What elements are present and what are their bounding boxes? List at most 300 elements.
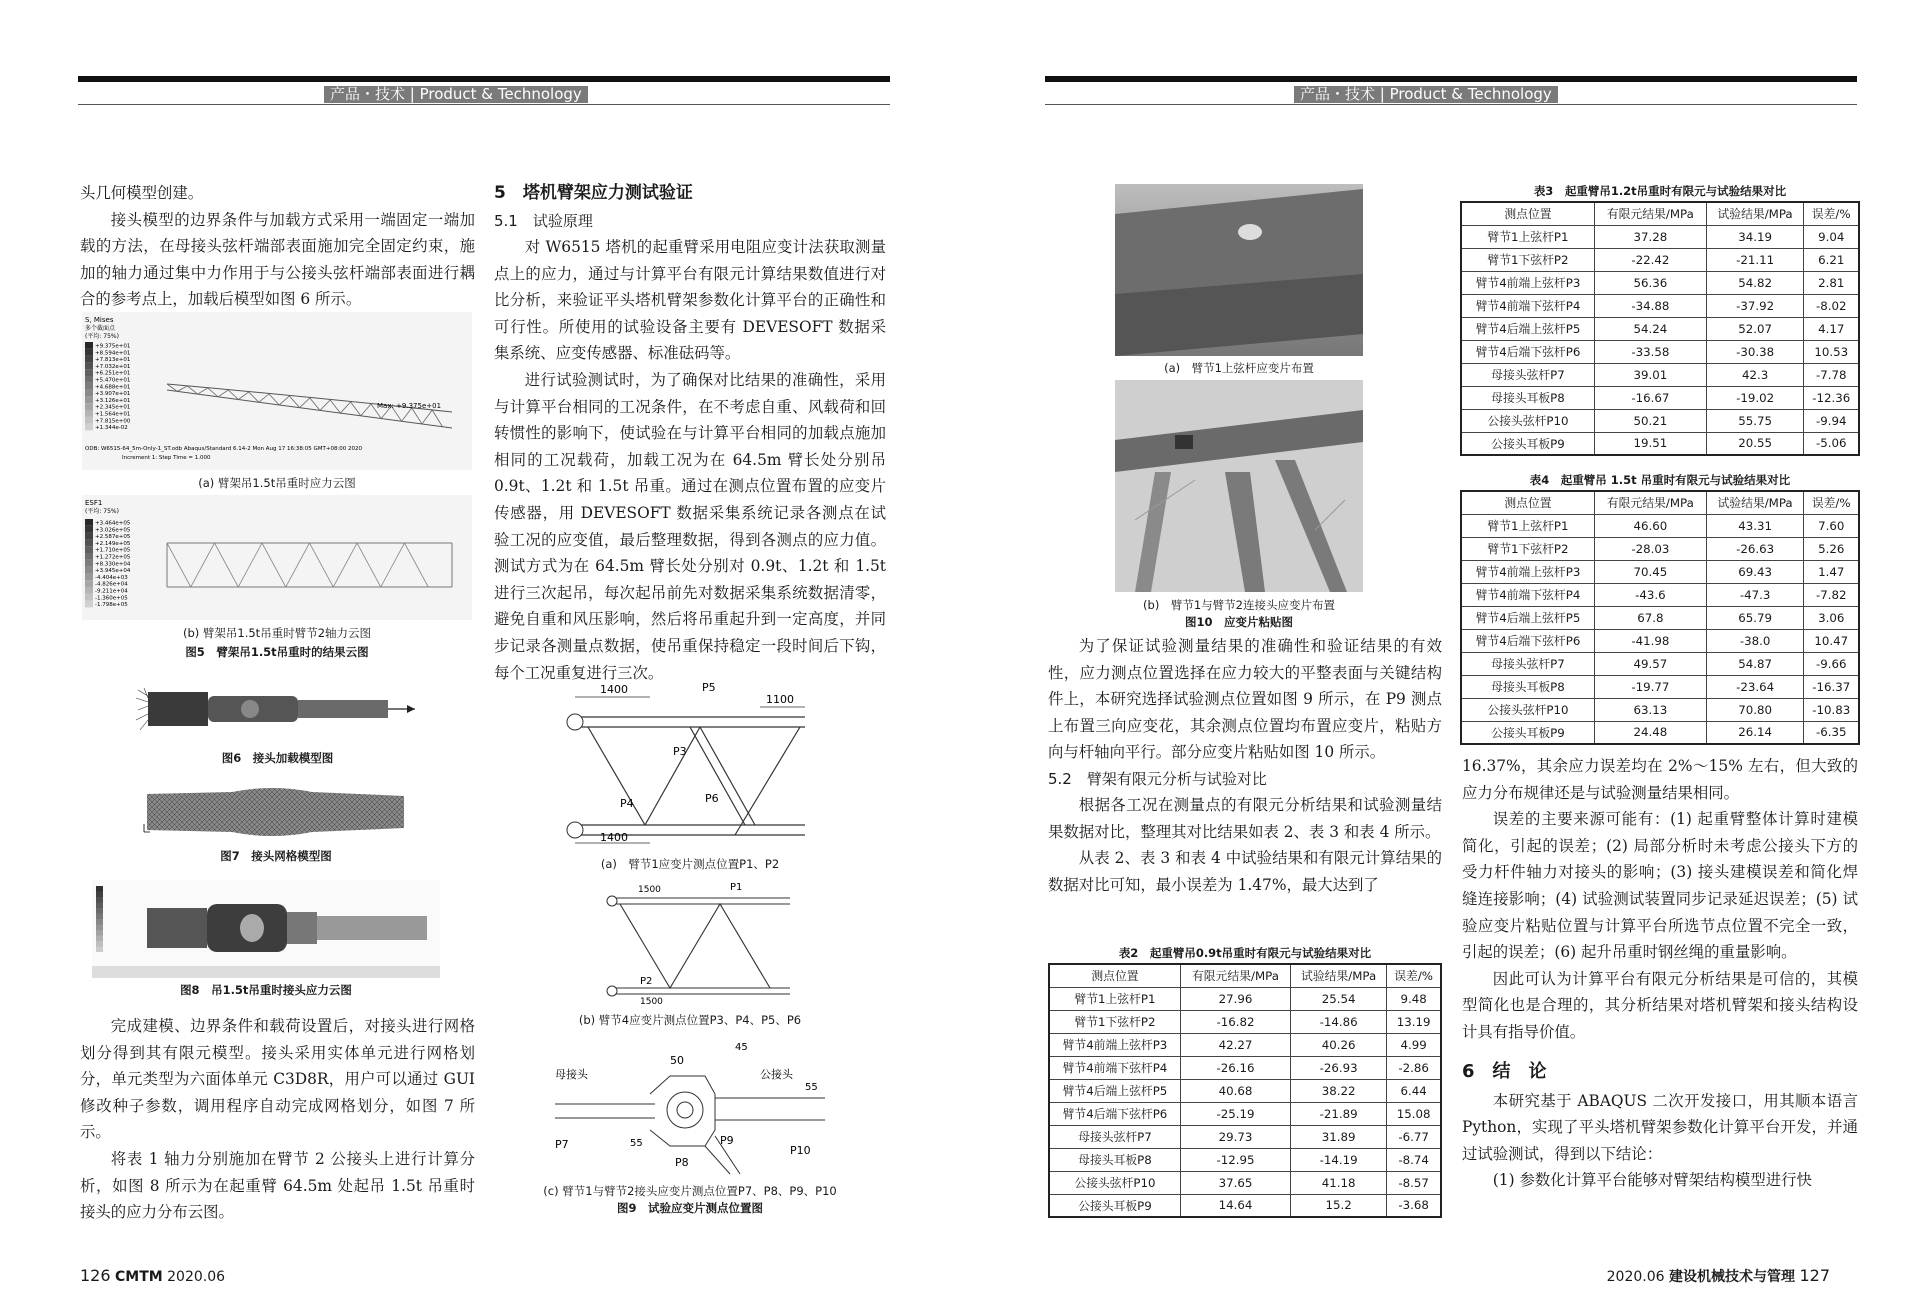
legend-swatch xyxy=(85,533,93,540)
figure-5-caption: 图5 臂架吊1.5t吊重时的结果云图 xyxy=(185,645,369,659)
table-cell: 42.27 xyxy=(1180,1033,1290,1056)
header-cell: 有限元结果/MPa xyxy=(1594,491,1706,514)
table-cell: 公接头耳板P9 xyxy=(1461,432,1594,455)
issue-date: 2020.06 xyxy=(167,1269,226,1285)
table-row xyxy=(1049,1194,1441,1217)
table-cell: -43.6 xyxy=(1594,583,1706,606)
legend-value: -1.360e+05 xyxy=(95,595,128,602)
column-3-text xyxy=(1048,633,1442,898)
running-header: 产品・技术 | Product & Technology xyxy=(324,86,588,103)
table-cell: 40.68 xyxy=(1180,1079,1290,1102)
legend-swatch xyxy=(96,914,103,920)
table-cell: 母接头耳板P8 xyxy=(1461,675,1594,698)
table-cell: 5.26 xyxy=(1804,537,1859,560)
table-cell: 69.43 xyxy=(1706,560,1804,583)
point-label: P8 xyxy=(675,1156,689,1169)
table-cell: -38.0 xyxy=(1706,629,1804,652)
legend-value: -9.211e+04 xyxy=(95,588,128,595)
legend-swatch xyxy=(85,417,93,424)
table-3-caption: 表3 起重臂吊1.2t吊重时有限元与试验结果对比 xyxy=(1533,184,1787,198)
figure-9-caption: 图9 试验应变片测点位置图 xyxy=(616,1201,763,1215)
table-row xyxy=(1049,1056,1441,1079)
legend-swatch xyxy=(85,587,93,594)
legend-value: +1.564e+01 xyxy=(95,411,131,418)
fixed-constraints xyxy=(136,688,148,730)
table-2-caption: 表2 起重臂吊0.9t吊重时有限元与试验结果对比 xyxy=(1118,946,1372,960)
table-cell: 臂节4后端上弦杆P5 xyxy=(1049,1079,1180,1102)
photo-joint-graphic xyxy=(1115,380,1363,592)
data-logger xyxy=(1175,435,1193,449)
table-cell: 臂节4后端上弦杆P5 xyxy=(1461,317,1594,340)
table-cell: 臂节1下弦杆P2 xyxy=(1461,537,1594,560)
table-cell: 臂节1上弦杆P1 xyxy=(1461,225,1594,248)
legend-swatch xyxy=(85,383,93,390)
male-joint-label: 公接头 xyxy=(760,1068,793,1081)
table-cell: 臂节4前端下弦杆P4 xyxy=(1461,583,1594,606)
pin-icon xyxy=(607,986,617,996)
figure-5b-caption: (b) 臂架吊1.5t吊重时臂节2轴力云图 xyxy=(182,626,372,640)
table-cell: 10.47 xyxy=(1804,629,1859,652)
paragraph: 对 W6515 塔机的起重臂采用电阻应变计法获取测量点上的应力，通过与计算平台有限元计算结果数值进行对比分析，来验证平头塔机臂架参数化计算平台的正确性和可行性。所使用的试验设备主要有 DEVESOFT 数据采集系统、应变传感器、标准砝码等。 xyxy=(494,238,886,363)
table-cell: 14.64 xyxy=(1180,1194,1290,1217)
table-cell: 2.81 xyxy=(1804,271,1859,294)
joint-outline xyxy=(555,1076,825,1174)
pin-icon xyxy=(567,714,583,730)
table-cell: 臂节4前端下弦杆P4 xyxy=(1461,294,1594,317)
table-cell: 臂节4后端上弦杆P5 xyxy=(1461,606,1594,629)
pin xyxy=(241,700,259,718)
table-row xyxy=(1461,340,1859,363)
section-5-heading: 5 塔机臂架应力测试验证 xyxy=(494,183,693,203)
legend-value: -1.798e+05 xyxy=(95,602,128,609)
table-cell: 15.2 xyxy=(1291,1194,1387,1217)
table-cell: 臂节1上弦杆P1 xyxy=(1049,987,1180,1010)
header-line xyxy=(1045,104,1857,105)
table-cell: 54.82 xyxy=(1706,271,1804,294)
transition xyxy=(287,912,317,944)
table-row xyxy=(1461,721,1859,744)
table-cell: -16.37 xyxy=(1804,675,1859,698)
legend-value: +1.272e+05 xyxy=(95,554,131,561)
table-cell: -19.02 xyxy=(1706,386,1804,409)
table-cell: 3.06 xyxy=(1804,606,1859,629)
column-1-bottom xyxy=(80,1013,475,1226)
page-number: 126 xyxy=(80,1266,111,1285)
pin-icon xyxy=(607,896,617,906)
odb-strip xyxy=(92,966,440,978)
table-cell: -47.3 xyxy=(1706,583,1804,606)
column-2-top xyxy=(494,178,886,686)
header-rule xyxy=(1045,76,1857,82)
table-cell: 臂节1下弦杆P2 xyxy=(1049,1010,1180,1033)
dim-label: 45 xyxy=(735,1042,748,1053)
legend-swatch xyxy=(85,519,93,526)
table-cell: 70.45 xyxy=(1594,560,1706,583)
figure-9c-caption: (c) 臂节1与臂节2接头应变片测点位置P7、P8、P9、P10 xyxy=(543,1184,837,1198)
table-cell: -22.42 xyxy=(1594,248,1706,271)
table-cell: 39.01 xyxy=(1594,363,1706,386)
figure-10b-photo xyxy=(1115,380,1363,592)
photo-chord-graphic xyxy=(1115,184,1363,356)
table-row xyxy=(1461,248,1859,271)
legend-value: +8.330e+04 xyxy=(95,561,131,568)
table-cell: 臂节4前端下弦杆P4 xyxy=(1049,1056,1180,1079)
legend-swatch xyxy=(85,526,93,533)
legend-swatch xyxy=(96,897,103,903)
legend-swatch xyxy=(85,396,93,403)
header-cell: 试验结果/MPa xyxy=(1706,491,1804,514)
legend-value: -4.404e+03 xyxy=(95,574,128,581)
table-cell: -33.58 xyxy=(1594,340,1706,363)
legend-value: +2.587e+05 xyxy=(95,534,131,541)
table-cell: 公接头弦杆P10 xyxy=(1461,698,1594,721)
legend-swatch xyxy=(96,936,103,942)
table-cell: 6.21 xyxy=(1804,248,1859,271)
table-cell: -8.02 xyxy=(1804,294,1859,317)
table-cell: -6.77 xyxy=(1387,1125,1441,1148)
figure-5b-axial-force xyxy=(82,495,472,620)
table-row xyxy=(1461,652,1859,675)
point-label: P3 xyxy=(673,745,687,758)
table-cell: -10.83 xyxy=(1804,698,1859,721)
legend-value: +3.026e+05 xyxy=(95,527,131,534)
table-cell: 41.18 xyxy=(1291,1171,1387,1194)
joint-load-graphic xyxy=(130,670,425,745)
column-1-top xyxy=(80,180,475,313)
header-rule xyxy=(78,76,890,82)
truss-lines xyxy=(575,717,805,835)
table-row xyxy=(1461,363,1859,386)
paragraph: 从表 2、表 3 和表 4 中试验结果和有限元计算结果的数据对比可知，最小误差为 1.47%，最大达到了 xyxy=(1048,849,1442,894)
paragraph: 为了保证试验测量结果的准确性和验证结果的有效性，应力测点位置选择在应力较大的平整表面与关键结构件上，本研究选择试验测点位置如图 9 所示，在 P9 测点上布置三向应变花，其余测点位置均布置应变片，粘贴方向与杆轴向平行。部分应变片粘贴如图 10 所示。 xyxy=(1048,637,1442,762)
table-cell: -41.98 xyxy=(1594,629,1706,652)
paragraph: 本研究基于 ABAQUS 二次开发接口，用其顺本语言 Python，实现了平头塔机臂架参数化计算平台开发，并通过试验测试，得到以下结论： xyxy=(1462,1091,1858,1163)
table-row xyxy=(1461,294,1859,317)
table-2 xyxy=(1048,963,1442,1218)
table-cell: 31.89 xyxy=(1291,1125,1387,1148)
right-page xyxy=(960,0,1920,1303)
female-joint xyxy=(148,692,208,726)
table-cell: -23.64 xyxy=(1706,675,1804,698)
figure-7-joint-mesh xyxy=(142,782,410,842)
truss-frame xyxy=(167,543,452,587)
table-4-caption: 表4 起重臂吊 1.5t 吊重时有限元与试验结果对比 xyxy=(1529,473,1791,487)
header-cell: 测点位置 xyxy=(1461,491,1594,514)
running-header: 产品・技术 | Product & Technology xyxy=(1294,86,1558,103)
legend-swatch xyxy=(85,560,93,567)
table-cell: 46.60 xyxy=(1594,514,1706,537)
header-cell: 试验结果/MPa xyxy=(1706,202,1804,225)
figure-7-caption: 图7 接头网格模型图 xyxy=(220,849,332,863)
legend-swatch xyxy=(96,886,103,892)
pin-icon xyxy=(567,822,583,838)
figure-6-joint-load-model xyxy=(130,670,425,745)
table-row xyxy=(1461,629,1859,652)
legend-value: +8.594e+01 xyxy=(95,350,131,357)
table-header-row xyxy=(1049,964,1441,987)
dim-label: 1500 xyxy=(640,997,663,1006)
table-cell: -16.82 xyxy=(1180,1010,1290,1033)
odb-info: ODB: W6515-64_5m-Only-1_ST.odb Abaqus/Standard 6.14-2 Mon Aug 17 16:38:05 GMT+08:00 2020 xyxy=(85,446,363,452)
paragraph: 根据各工况在测量点的有限元分析结果和试验测量结果数据对比，整理其对比结果如表 2、表 3 和表 4 所示。 xyxy=(1048,795,1442,841)
joint-diagram xyxy=(555,1036,835,1176)
table-cell: -25.19 xyxy=(1180,1102,1290,1125)
paragraph: (1) 参数化计算平台能够对臂架结构模型进行快 xyxy=(1492,1171,1812,1190)
table-cell: 49.57 xyxy=(1594,652,1706,675)
table-cell: 13.19 xyxy=(1387,1010,1441,1033)
table-cell: 40.26 xyxy=(1291,1033,1387,1056)
table-cell: -34.88 xyxy=(1594,294,1706,317)
table-cell: 臂节4前端上弦杆P3 xyxy=(1461,560,1594,583)
point-label: P5 xyxy=(702,681,716,694)
header-cell: 误差/% xyxy=(1804,202,1859,225)
point-label: P4 xyxy=(620,797,634,810)
table-row xyxy=(1461,225,1859,248)
table-row xyxy=(1049,1148,1441,1171)
table-cell: 6.44 xyxy=(1387,1079,1441,1102)
legend-swatch xyxy=(96,903,103,909)
dim-label: 1500 xyxy=(638,885,661,895)
table-cell: 20.55 xyxy=(1706,432,1804,455)
table-cell: 臂节4后端下弦杆P6 xyxy=(1461,340,1594,363)
legend-value: +1.710e+05 xyxy=(95,547,131,554)
paragraph: 将表 1 轴力分别施加在臂节 2 公接头上进行计算分析，如图 8 所示为在起重臂 64.5m 处起吊 1.5t 吊重时接头的应力分布云图。 xyxy=(80,1149,475,1222)
table-cell: 公接头耳板P9 xyxy=(1461,721,1594,744)
legend-swatch xyxy=(96,930,103,936)
legend-value: +7.032e+01 xyxy=(95,363,131,370)
legend-value: +3.907e+01 xyxy=(95,391,131,398)
table-row xyxy=(1049,987,1441,1010)
table-row xyxy=(1461,606,1859,629)
legend-swatch xyxy=(85,553,93,560)
table-cell: -3.68 xyxy=(1387,1194,1441,1217)
table-cell: 臂节4后端下弦杆P6 xyxy=(1461,629,1594,652)
table-cell: 母接头弦杆P7 xyxy=(1461,363,1594,386)
figure-8-caption: 图8 吊1.5t吊重时接头应力云图 xyxy=(180,983,352,997)
table-cell: 56.36 xyxy=(1594,271,1706,294)
table-cell: -14.86 xyxy=(1291,1010,1387,1033)
table-cell: 27.96 xyxy=(1180,987,1290,1010)
table-cell: -19.77 xyxy=(1594,675,1706,698)
table-cell: 42.3 xyxy=(1706,363,1804,386)
legend-value: +2.345e+01 xyxy=(95,404,131,411)
table-row xyxy=(1049,1033,1441,1056)
table-row xyxy=(1461,698,1859,721)
legend-value: +2.149e+05 xyxy=(95,540,131,547)
table-row xyxy=(1461,675,1859,698)
table-cell: 52.07 xyxy=(1706,317,1804,340)
journal-name: 建设机械技术与管理 xyxy=(1669,1269,1795,1285)
boom-chord xyxy=(1115,410,1363,472)
table-cell: -7.78 xyxy=(1804,363,1859,386)
legend-swatch xyxy=(85,546,93,553)
legend-avg: (平均: 75%) xyxy=(85,508,119,515)
boom-section-4-diagram xyxy=(600,878,795,1006)
table-cell: 37.28 xyxy=(1594,225,1706,248)
legend-swatch xyxy=(96,947,103,953)
max-label: Max: +9.375e+01 xyxy=(377,402,442,410)
table-cell: 63.13 xyxy=(1594,698,1706,721)
table-cell: -8.57 xyxy=(1387,1171,1441,1194)
table-cell: 67.8 xyxy=(1594,606,1706,629)
table-cell: 臂节4后端下弦杆P6 xyxy=(1049,1102,1180,1125)
figure-9c-diagram xyxy=(555,1036,835,1176)
figure-9a-caption: (a) 臂节1应变片测点位置P1、P2 xyxy=(600,857,780,871)
legend-swatch xyxy=(85,369,93,376)
point-label: P9 xyxy=(720,1134,734,1147)
table-row xyxy=(1049,1102,1441,1125)
step-info: Increment 1: Step Time = 1.000 xyxy=(122,455,211,461)
table-cell: 24.48 xyxy=(1594,721,1706,744)
table-cell: 50.21 xyxy=(1594,409,1706,432)
truss-lacing xyxy=(167,543,428,587)
table-row xyxy=(1461,409,1859,432)
table-cell: -28.03 xyxy=(1594,537,1706,560)
strain-gauge xyxy=(1238,224,1262,240)
figure-9b-caption: (b) 臂节4应变片测点位置P3、P4、P5、P6 xyxy=(578,1013,802,1027)
table-cell: -26.63 xyxy=(1706,537,1804,560)
table-cell: -26.93 xyxy=(1291,1056,1387,1079)
dim-label: 55 xyxy=(630,1138,643,1149)
table-row xyxy=(1049,1171,1441,1194)
paragraph: 头几何模型创建。 xyxy=(80,184,204,202)
header-cell: 测点位置 xyxy=(1049,964,1180,987)
legend-title: ESF1 xyxy=(85,499,103,507)
legend-swatch xyxy=(85,594,93,601)
dim-label: 50 xyxy=(670,1054,684,1067)
figure-10a-caption: (a) 臂节1上弦杆应变片布置 xyxy=(1164,361,1314,375)
column-4-text xyxy=(1462,753,1858,1194)
table-cell: -8.74 xyxy=(1387,1148,1441,1171)
stress-contour-graphic xyxy=(82,312,472,470)
paragraph: 16.37%，其余应力误差均在 2%～15% 左右，但大致的应力分布规律还是与试验测量结果相同。 xyxy=(1462,757,1858,802)
header-line xyxy=(78,104,890,105)
figure-9b-diagram xyxy=(600,878,795,1006)
legend-swatch xyxy=(85,376,93,383)
pin-hole xyxy=(240,914,264,942)
paragraph: 接头模型的边界条件与加载方式采用一端固定一端加载的方法，在母接头弦杆端部表面施加完全固定约束，施加的轴力通过集中力作用于与公接头弦杆端部表面进行耦合的参考点上，加载后模型如图 6 所示。 xyxy=(80,210,475,309)
mesh-grid xyxy=(147,788,404,836)
point-label: P1 xyxy=(730,882,743,893)
figure-5a-caption: (a) 臂架吊1.5t吊重时应力云图 xyxy=(198,476,356,490)
subsection-5-2-heading: 5.2 臂架有限元分析与试验对比 xyxy=(1048,769,1267,788)
legend-value: +6.251e+01 xyxy=(95,370,131,377)
dim-label: 55 xyxy=(805,1082,818,1093)
table-cell: 母接头弦杆P7 xyxy=(1461,652,1594,675)
figure-8-joint-stress xyxy=(92,880,440,978)
legend-swatch xyxy=(85,573,93,580)
dim-label: 1100 xyxy=(766,693,794,706)
table-3 xyxy=(1460,201,1860,456)
section-6-heading: 6 结 论 xyxy=(1462,1060,1547,1082)
legend-value: +4.688e+01 xyxy=(95,384,131,391)
table-cell: 4.17 xyxy=(1804,317,1859,340)
legend-swatch xyxy=(85,356,93,363)
table-cell: -12.95 xyxy=(1180,1148,1290,1171)
legend-value: +3.464e+05 xyxy=(95,520,131,527)
joint-stress-graphic xyxy=(92,880,440,978)
table-cell: 公接头弦杆P10 xyxy=(1049,1171,1180,1194)
figure-10b-caption: (b) 臂节1与臂节2连接头应变片布置 xyxy=(1143,598,1335,612)
table-cell: -37.92 xyxy=(1706,294,1804,317)
figure-10a-photo xyxy=(1115,184,1363,356)
table-row xyxy=(1049,1010,1441,1033)
table-row xyxy=(1461,432,1859,455)
table-header-row xyxy=(1461,202,1859,225)
legend-swatch xyxy=(85,539,93,546)
legend-swatch xyxy=(85,424,93,431)
table-cell: 臂节4前端上弦杆P3 xyxy=(1049,1033,1180,1056)
legend-swatch xyxy=(96,908,103,914)
table-cell: 公接头弦杆P10 xyxy=(1461,409,1594,432)
table-cell: -21.89 xyxy=(1291,1102,1387,1125)
table-cell: 10.53 xyxy=(1804,340,1859,363)
paragraph: 误差的主要来源可能有：(1) 起重臂整体计算时建模简化，引起的误差；(2) 局部分析时未考虑公接头下方的受力杆件轴力对接头的影响；(3) 接头建模误差和简化焊缝连接影响；(4) 试验测试装置同步记录延迟误差；(5) 试验应变片粘贴位置与计算平台所选节点位置不完全一致，引起的误差；(6) 起升吊重时钢丝绳的重量影响。 xyxy=(1462,810,1858,962)
legend-value: -4.826e+04 xyxy=(95,581,128,588)
table-cell: 公接头耳板P9 xyxy=(1049,1194,1180,1217)
table-cell: 4.99 xyxy=(1387,1033,1441,1056)
table-row xyxy=(1461,386,1859,409)
table-cell: 29.73 xyxy=(1180,1125,1290,1148)
table-row xyxy=(1461,271,1859,294)
table-row xyxy=(1049,1125,1441,1148)
table-cell: -5.06 xyxy=(1804,432,1859,455)
table-cell: 34.19 xyxy=(1706,225,1804,248)
table-cell: 26.14 xyxy=(1706,721,1804,744)
table-cell: -21.11 xyxy=(1706,248,1804,271)
table-row xyxy=(1461,583,1859,606)
legend-swatch xyxy=(96,925,103,931)
table-cell: -16.67 xyxy=(1594,386,1706,409)
legend-value: +9.375e+01 xyxy=(95,343,131,350)
table-cell: 25.54 xyxy=(1291,987,1387,1010)
figure-10-caption: 图10 应变片粘贴图 xyxy=(1184,615,1293,629)
legend-swatch xyxy=(85,403,93,410)
table-cell: 母接头耳板P8 xyxy=(1461,386,1594,409)
table-cell: 19.51 xyxy=(1594,432,1706,455)
legend-title: S, Mises xyxy=(85,316,114,324)
table-row xyxy=(1461,560,1859,583)
paragraph: 完成建模、边界条件和载荷设置后，对接头进行网格划分得到其有限元模型。接头采用实体单元进行网格划分，单元类型为六面体单元 C3D8R，用户可以通过 GUI 修改种子参数，调用程序自动完成网格划分，如图 7 所示。 xyxy=(80,1017,475,1142)
table-cell: -30.38 xyxy=(1706,340,1804,363)
header-cell: 误差/% xyxy=(1387,964,1441,987)
legend-swatch xyxy=(85,580,93,587)
legend-swatch xyxy=(85,362,93,369)
table-cell: 臂节1上弦杆P1 xyxy=(1461,514,1594,537)
male-chord xyxy=(317,916,427,940)
table-row xyxy=(1461,514,1859,537)
subsection-5-1-heading: 5.1 试验原理 xyxy=(494,212,593,230)
point-label: P6 xyxy=(705,792,719,805)
legend-swatch xyxy=(85,390,93,397)
legend-value: +3.126e+01 xyxy=(95,397,131,404)
figure-9a-diagram xyxy=(560,675,820,850)
table-cell: 母接头弦杆P7 xyxy=(1049,1125,1180,1148)
table-cell: 65.79 xyxy=(1706,606,1804,629)
legend-swatch xyxy=(96,941,103,947)
table-cell: 38.22 xyxy=(1291,1079,1387,1102)
footer-left xyxy=(80,1266,225,1285)
female-joint-body xyxy=(147,908,207,948)
table-4 xyxy=(1460,490,1860,745)
table-cell: -2.86 xyxy=(1387,1056,1441,1079)
legend-value: +3.945e+04 xyxy=(95,568,131,575)
point-label: P7 xyxy=(555,1138,569,1151)
table-cell: -9.94 xyxy=(1804,409,1859,432)
legend-sub: 多个截面点 xyxy=(85,325,116,332)
legend-swatch xyxy=(85,567,93,574)
figure-5a-stress-contour xyxy=(82,312,472,470)
